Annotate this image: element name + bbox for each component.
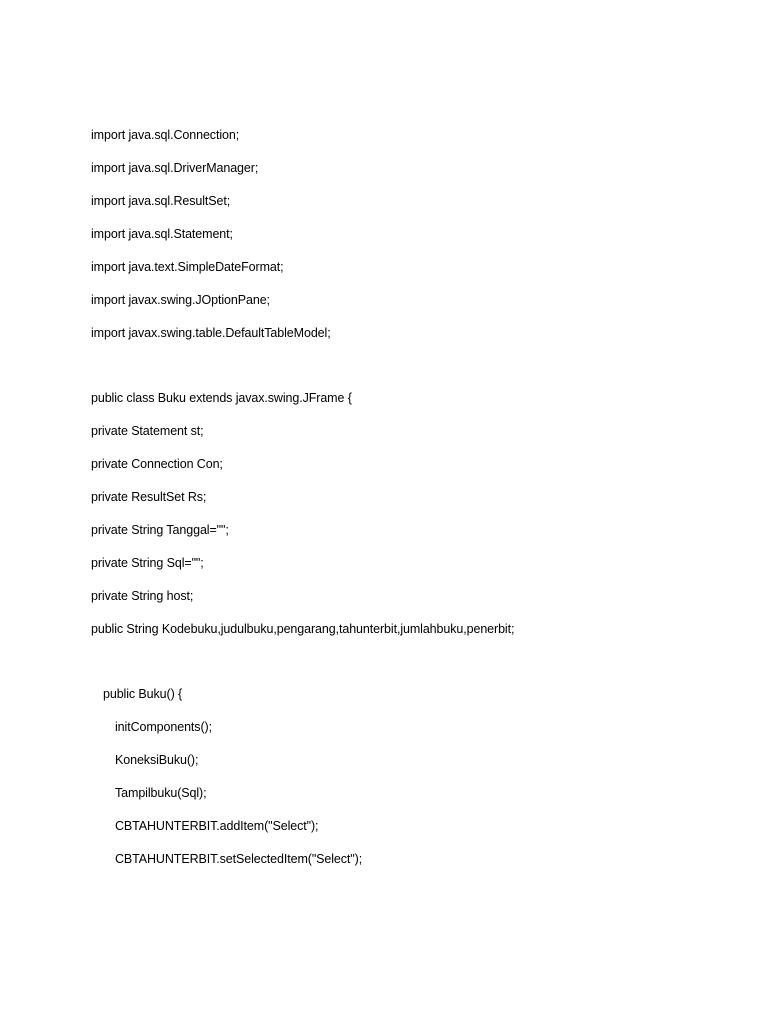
code-line-field-connection: private Connection Con; (91, 457, 223, 471)
code-line-koneksi-buku: KoneksiBuku(); (115, 753, 199, 767)
code-line-import-statement: import java.sql.Statement; (91, 227, 233, 241)
code-line-import-drivermanager: import java.sql.DriverManager; (91, 161, 259, 175)
code-line-field-sql: private String Sql=""; (91, 556, 204, 570)
code-line-import-simpledateformat: import java.text.SimpleDateFormat; (91, 260, 284, 274)
code-line-import-resultset: import java.sql.ResultSet; (91, 194, 231, 208)
code-line-field-resultset: private ResultSet Rs; (91, 490, 207, 504)
code-line-import-connection: import java.sql.Connection; (91, 128, 240, 142)
code-line-class-declaration: public class Buku extends javax.swing.JFrame { (91, 391, 352, 405)
code-line-import-defaulttablemodel: import javax.swing.table.DefaultTableModel; (91, 326, 331, 340)
code-line-tampil-buku: Tampilbuku(Sql); (115, 786, 207, 800)
code-line-add-item: CBTAHUNTERBIT.addItem("Select"); (115, 819, 319, 833)
code-line-field-tanggal: private String Tanggal=""; (91, 523, 229, 537)
code-line-constructor: public Buku() { (103, 687, 183, 701)
code-line-import-joptionpane: import javax.swing.JOptionPane; (91, 293, 270, 307)
code-line-init-components: initComponents(); (115, 720, 212, 734)
code-line-field-host: private String host; (91, 589, 194, 603)
code-line-field-public-strings: public String Kodebuku,judulbuku,pengarang,tahunterbit,jumlahbuku,penerbit; (91, 622, 515, 636)
code-line-field-statement: private Statement st; (91, 424, 204, 438)
code-line-set-selected-item: CBTAHUNTERBIT.setSelectedItem("Select"); (115, 852, 363, 866)
